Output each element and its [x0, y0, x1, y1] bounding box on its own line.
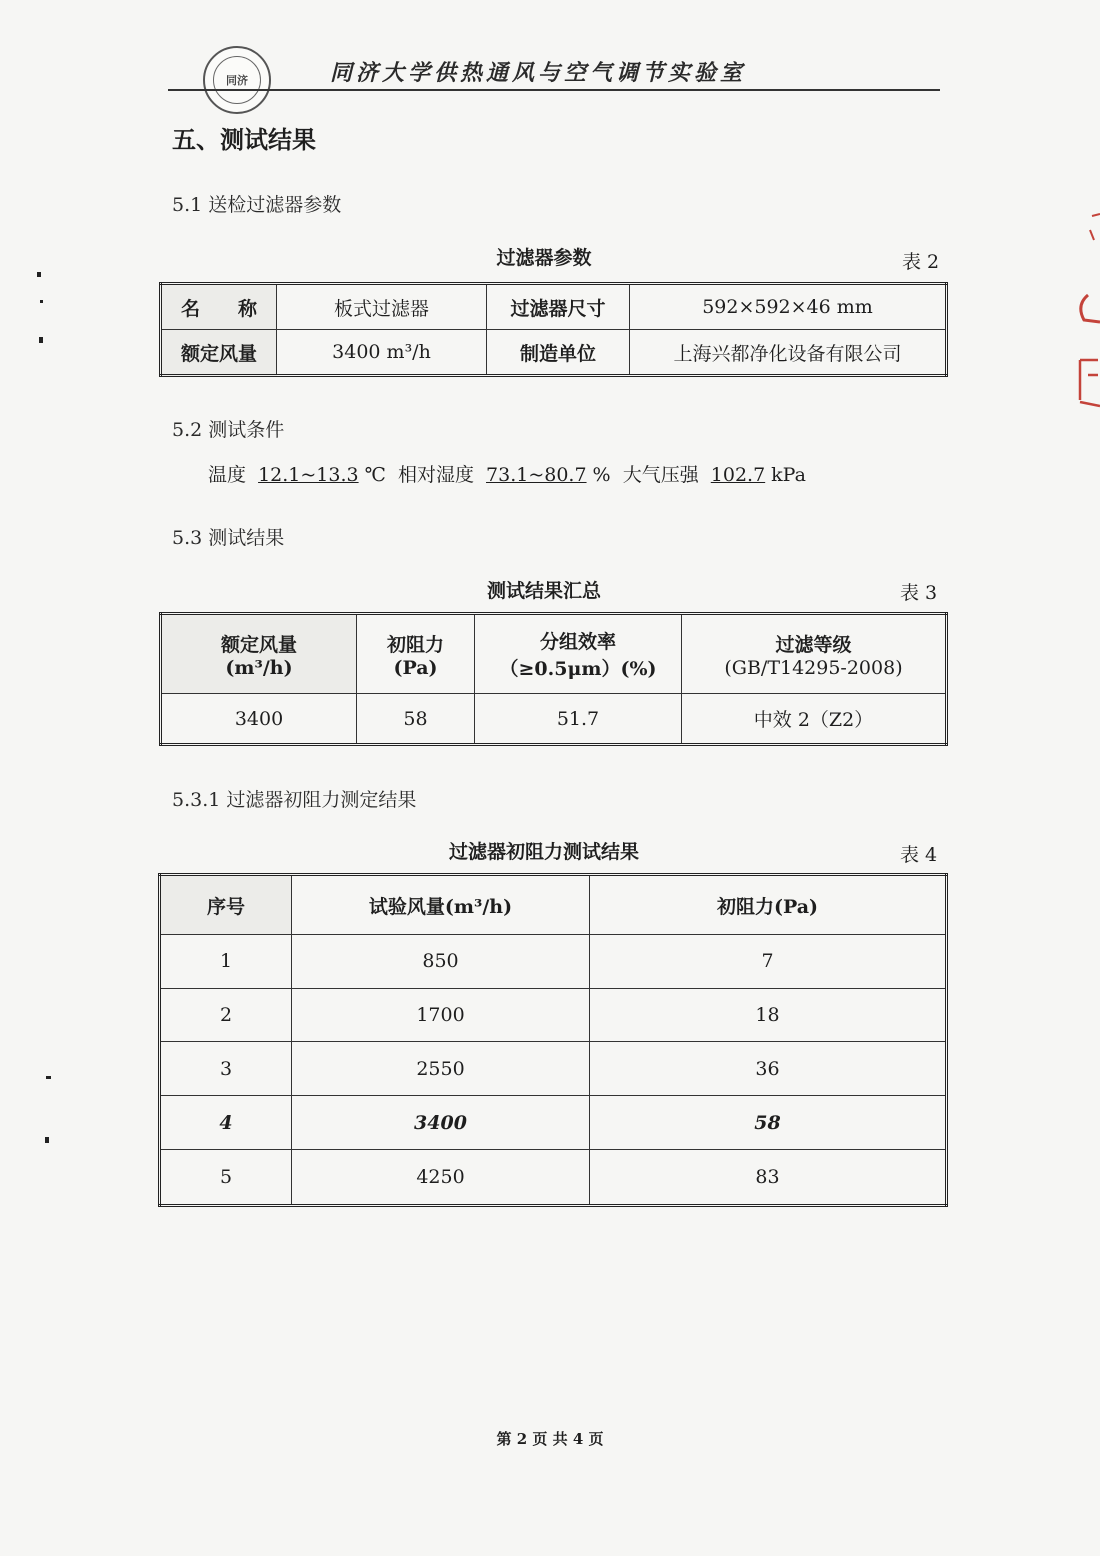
table-3-caption: 测试结果汇总	[486, 580, 601, 602]
resistance-cell: 36	[590, 1042, 947, 1096]
airflow-cell: 850	[292, 935, 590, 989]
rh-value: 73.1~80.7	[486, 464, 587, 486]
size-value: 592×592×46 mm	[630, 284, 947, 330]
rated-airflow-value: 3400 m³/h	[277, 330, 487, 376]
pressure-value: 102.7	[710, 464, 766, 486]
table-4-number: 表 4	[900, 844, 938, 866]
table-row	[161, 284, 947, 330]
airflow-cell: 1700	[292, 988, 590, 1042]
lab-name: 同济大学供热通风与空气调节实验室	[330, 60, 747, 86]
table-2-number: 表 2	[902, 251, 940, 273]
header-initial-resistance: 初阻力(Pa)	[590, 875, 947, 935]
temp-unit: ℃	[364, 464, 386, 486]
section-title: 五、测试结果	[172, 125, 316, 154]
scan-speck	[37, 272, 41, 277]
name-value: 板式过滤器	[277, 284, 487, 330]
red-stamp-fragment-icon	[1070, 210, 1100, 420]
heading-5-3: 5.3 测试结果	[172, 527, 285, 549]
resistance-cell: 83	[590, 1149, 947, 1205]
header-seq: 序号	[160, 875, 292, 935]
scan-speck	[39, 337, 43, 343]
rh-label: 相对湿度	[397, 464, 474, 486]
table-row	[161, 694, 947, 745]
table-row	[160, 935, 947, 989]
rh-unit: %	[592, 464, 611, 486]
table-row	[160, 1149, 947, 1205]
resistance-cell: 18	[590, 988, 947, 1042]
seq-cell: 4	[160, 1096, 292, 1150]
filter-grade-cell: 中效 2（Z2）	[682, 694, 947, 745]
airflow-cell: 4250	[292, 1149, 590, 1205]
size-label: 过滤器尺寸	[487, 284, 630, 330]
manufacturer-value: 上海兴都净化设备有限公司	[630, 330, 947, 376]
rated-airflow-cell: 3400	[161, 694, 357, 745]
header-test-airflow: 试验风量(m³/h)	[292, 875, 590, 935]
test-conditions	[208, 460, 806, 487]
efficiency-cell: 51.7	[475, 694, 682, 745]
pressure-unit: kPa	[771, 464, 806, 486]
heading-5-1: 5.1 送检过滤器参数	[172, 194, 342, 216]
airflow-cell: 3400	[292, 1096, 590, 1150]
name-label: 名 称	[161, 284, 277, 330]
table-4-resistance	[158, 873, 948, 1207]
page-footer: 第 2 页 共 4 页	[496, 1430, 604, 1448]
heading-5-2: 5.2 测试条件	[172, 419, 285, 441]
table-row	[160, 1042, 947, 1096]
header-unit: (m³/h)	[225, 656, 293, 679]
rated-airflow-label: 额定风量	[161, 330, 277, 376]
table-2-caption: 过滤器参数	[496, 247, 592, 269]
header-text: 初阻力	[386, 633, 444, 656]
header-unit: (GB/T14295-2008)	[724, 656, 903, 679]
header-initial-resistance	[357, 614, 475, 694]
table-row	[160, 1096, 947, 1150]
lab-logo-icon	[203, 46, 271, 114]
table-2-filter-params	[159, 282, 948, 377]
table-row	[161, 330, 947, 376]
resistance-cell: 7	[590, 935, 947, 989]
header-unit: (Pa)	[393, 656, 438, 679]
header-divider	[168, 89, 940, 91]
seq-cell: 5	[160, 1149, 292, 1205]
table-3-number: 表 3	[900, 582, 938, 604]
airflow-cell: 2550	[292, 1042, 590, 1096]
table-header-row	[161, 614, 947, 694]
pressure-label: 大气压强	[622, 464, 699, 486]
header-efficiency	[475, 614, 682, 694]
header-unit: （≥0.5μm）(%)	[499, 658, 657, 680]
seq-cell: 3	[160, 1042, 292, 1096]
scan-speck	[40, 300, 43, 303]
scan-speck	[46, 1076, 51, 1079]
temp-value: 12.1~13.3	[258, 464, 359, 486]
header-text: 分组效率	[539, 631, 616, 653]
manufacturer-label: 制造单位	[487, 330, 630, 376]
resistance-cell: 58	[590, 1096, 947, 1150]
temp-label: 温度	[208, 464, 247, 486]
header-rated-airflow	[161, 614, 357, 694]
seq-cell: 2	[160, 988, 292, 1042]
heading-5-3-1: 5.3.1 过滤器初阻力测定结果	[172, 789, 417, 811]
header-filter-grade	[682, 614, 947, 694]
initial-resistance-cell: 58	[357, 694, 475, 745]
header-text: 过滤等级	[775, 633, 852, 656]
table-3-summary	[159, 612, 948, 746]
logo-text: 同济	[213, 56, 261, 104]
table-4-caption: 过滤器初阻力测试结果	[448, 841, 639, 863]
header-text: 额定风量	[220, 633, 297, 656]
table-row	[160, 988, 947, 1042]
seq-cell: 1	[160, 935, 292, 989]
scan-speck	[45, 1137, 49, 1143]
table-header-row	[160, 875, 947, 935]
